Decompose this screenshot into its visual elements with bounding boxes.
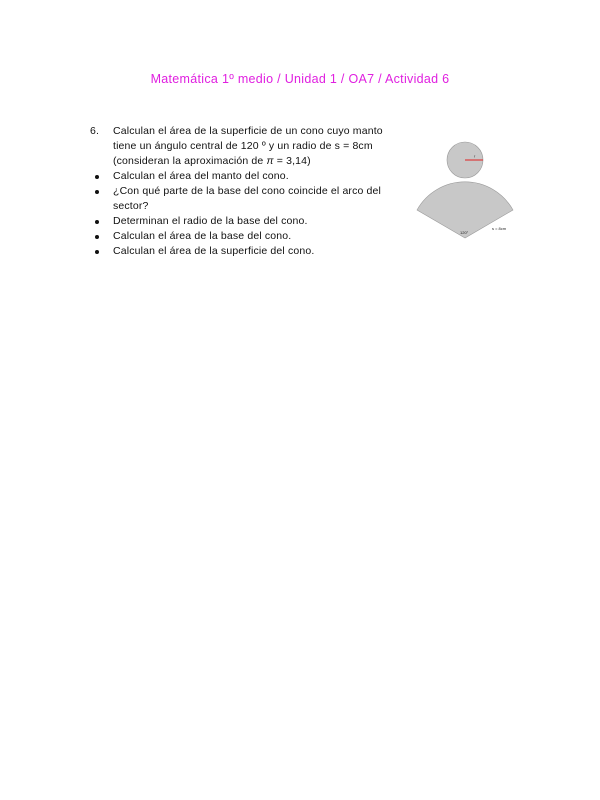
- question-number: 6.: [90, 125, 100, 137]
- question-line-3-pre: (consideran la aproximación de: [113, 155, 267, 167]
- radius-label: r: [474, 153, 476, 159]
- task-item-text: ¿Con qué parte de la base del cono coincide el arco del sector?: [113, 185, 382, 212]
- task-item-text: Calculan el área de la base del cono.: [113, 230, 292, 242]
- task-item-text: Determinan el radio de la base del cono.: [113, 215, 308, 227]
- page-title-text: Matemática 1º medio / Unidad 1 / OA7 / Actividad 6: [150, 72, 450, 86]
- task-item: [90, 214, 410, 229]
- question-statement: [90, 124, 410, 169]
- task-list: [90, 169, 410, 259]
- bullet-icon: [95, 190, 99, 194]
- question-line-3: [113, 154, 410, 169]
- task-item: [90, 229, 410, 244]
- question-line-3-post: = 3,14): [273, 155, 311, 167]
- central-angle-label: 120°: [460, 230, 469, 235]
- pi-symbol: π: [266, 155, 274, 167]
- bullet-icon: [95, 250, 99, 254]
- bullet-icon: [95, 220, 99, 224]
- task-item-text: Calculan el área de la superficie del cono.: [113, 245, 315, 257]
- task-item: [90, 184, 410, 214]
- page-title: [0, 72, 600, 86]
- question-line-1: Calculan el área de la superficie de un cono cuyo manto: [113, 125, 383, 137]
- question-line-2: tiene un ángulo central de 120 º y un radio de s = 8cm: [113, 140, 373, 152]
- cone-net-svg: [410, 130, 540, 245]
- task-item-text: Calculan el área del manto del cono.: [113, 170, 289, 182]
- slant-height-label: s = 8cm: [492, 226, 507, 231]
- task-item: [90, 244, 410, 259]
- activity-content: [90, 124, 410, 259]
- task-item: [90, 169, 410, 184]
- bullet-icon: [95, 235, 99, 239]
- bullet-icon: [95, 175, 99, 179]
- cone-net-figure: [410, 130, 540, 245]
